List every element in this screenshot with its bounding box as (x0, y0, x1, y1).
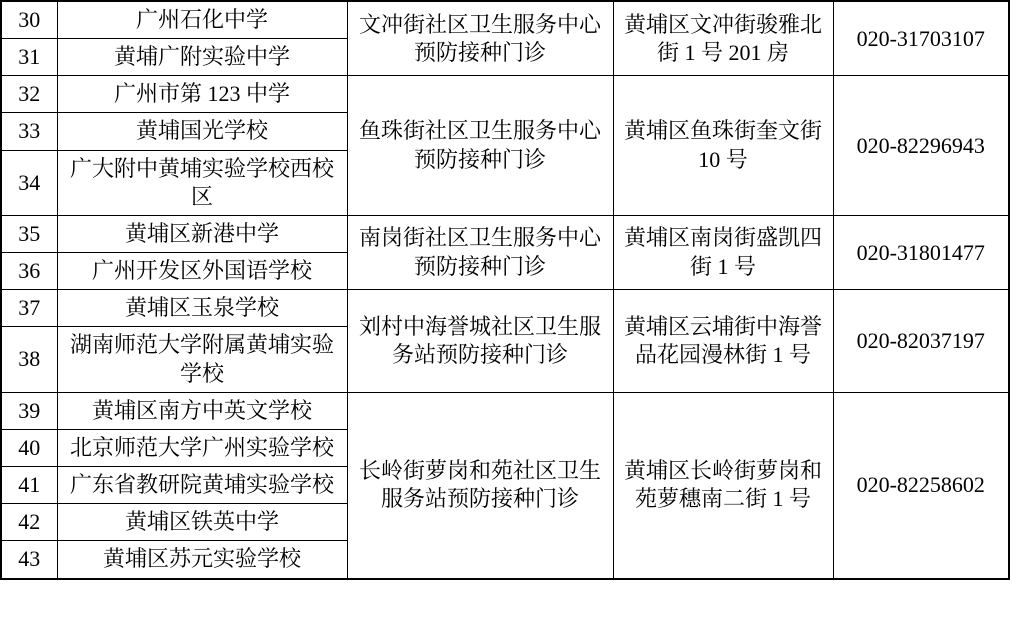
row-index: 41 (1, 467, 57, 504)
clinic-phone: 020-82037197 (833, 290, 1009, 392)
school-name: 黄埔区苏元实验学校 (57, 541, 347, 579)
school-name: 黄埔广附实验中学 (57, 39, 347, 76)
row-index: 34 (1, 150, 57, 215)
school-name: 广州石化中学 (57, 1, 347, 39)
row-index: 37 (1, 290, 57, 327)
school-name: 黄埔区新港中学 (57, 215, 347, 252)
clinic-name: 长岭街萝岗和苑社区卫生服务站预防接种门诊 (347, 392, 613, 578)
clinic-name: 刘村中海誉城社区卫生服务站预防接种门诊 (347, 290, 613, 392)
row-index: 35 (1, 215, 57, 252)
clinic-phone: 020-82258602 (833, 392, 1009, 578)
clinic-name: 鱼珠街社区卫生服务中心预防接种门诊 (347, 76, 613, 216)
clinic-name: 文冲街社区卫生服务中心预防接种门诊 (347, 1, 613, 76)
table-row (1, 1, 1009, 39)
clinic-address: 黄埔区鱼珠街奎文街 10 号 (613, 76, 833, 216)
clinic-name: 南岗街社区卫生服务中心预防接种门诊 (347, 215, 613, 289)
school-name: 北京师范大学广州实验学校 (57, 429, 347, 466)
row-index: 30 (1, 1, 57, 39)
row-index: 36 (1, 253, 57, 290)
school-name: 黄埔区玉泉学校 (57, 290, 347, 327)
row-index: 38 (1, 327, 57, 392)
clinic-phone: 020-82296943 (833, 76, 1009, 216)
school-name: 广东省教研院黄埔实验学校 (57, 467, 347, 504)
row-index: 32 (1, 76, 57, 113)
row-index: 33 (1, 113, 57, 150)
row-index: 43 (1, 541, 57, 579)
clinic-address: 黄埔区文冲街骏雅北街 1 号 201 房 (613, 1, 833, 76)
table-row (1, 290, 1009, 327)
row-index: 42 (1, 504, 57, 541)
table-row (1, 392, 1009, 429)
row-index: 39 (1, 392, 57, 429)
school-name: 广州开发区外国语学校 (57, 253, 347, 290)
school-name: 广州市第 123 中学 (57, 76, 347, 113)
clinic-address: 黄埔区南岗街盛凯四街 1 号 (613, 215, 833, 289)
clinic-address: 黄埔区长岭街萝岗和苑萝穗南二街 1 号 (613, 392, 833, 578)
clinic-phone: 020-31801477 (833, 215, 1009, 289)
school-name: 黄埔区南方中英文学校 (57, 392, 347, 429)
school-name: 湖南师范大学附属黄埔实验学校 (57, 327, 347, 392)
table-body (1, 1, 1009, 579)
row-index: 40 (1, 429, 57, 466)
row-index: 31 (1, 39, 57, 76)
table-row (1, 76, 1009, 113)
clinic-phone: 020-31703107 (833, 1, 1009, 76)
clinic-address: 黄埔区云埔街中海誉品花园漫林街 1 号 (613, 290, 833, 392)
school-name: 广大附中黄埔实验学校西校区 (57, 150, 347, 215)
school-name: 黄埔区铁英中学 (57, 504, 347, 541)
school-name: 黄埔国光学校 (57, 113, 347, 150)
table-row (1, 215, 1009, 252)
